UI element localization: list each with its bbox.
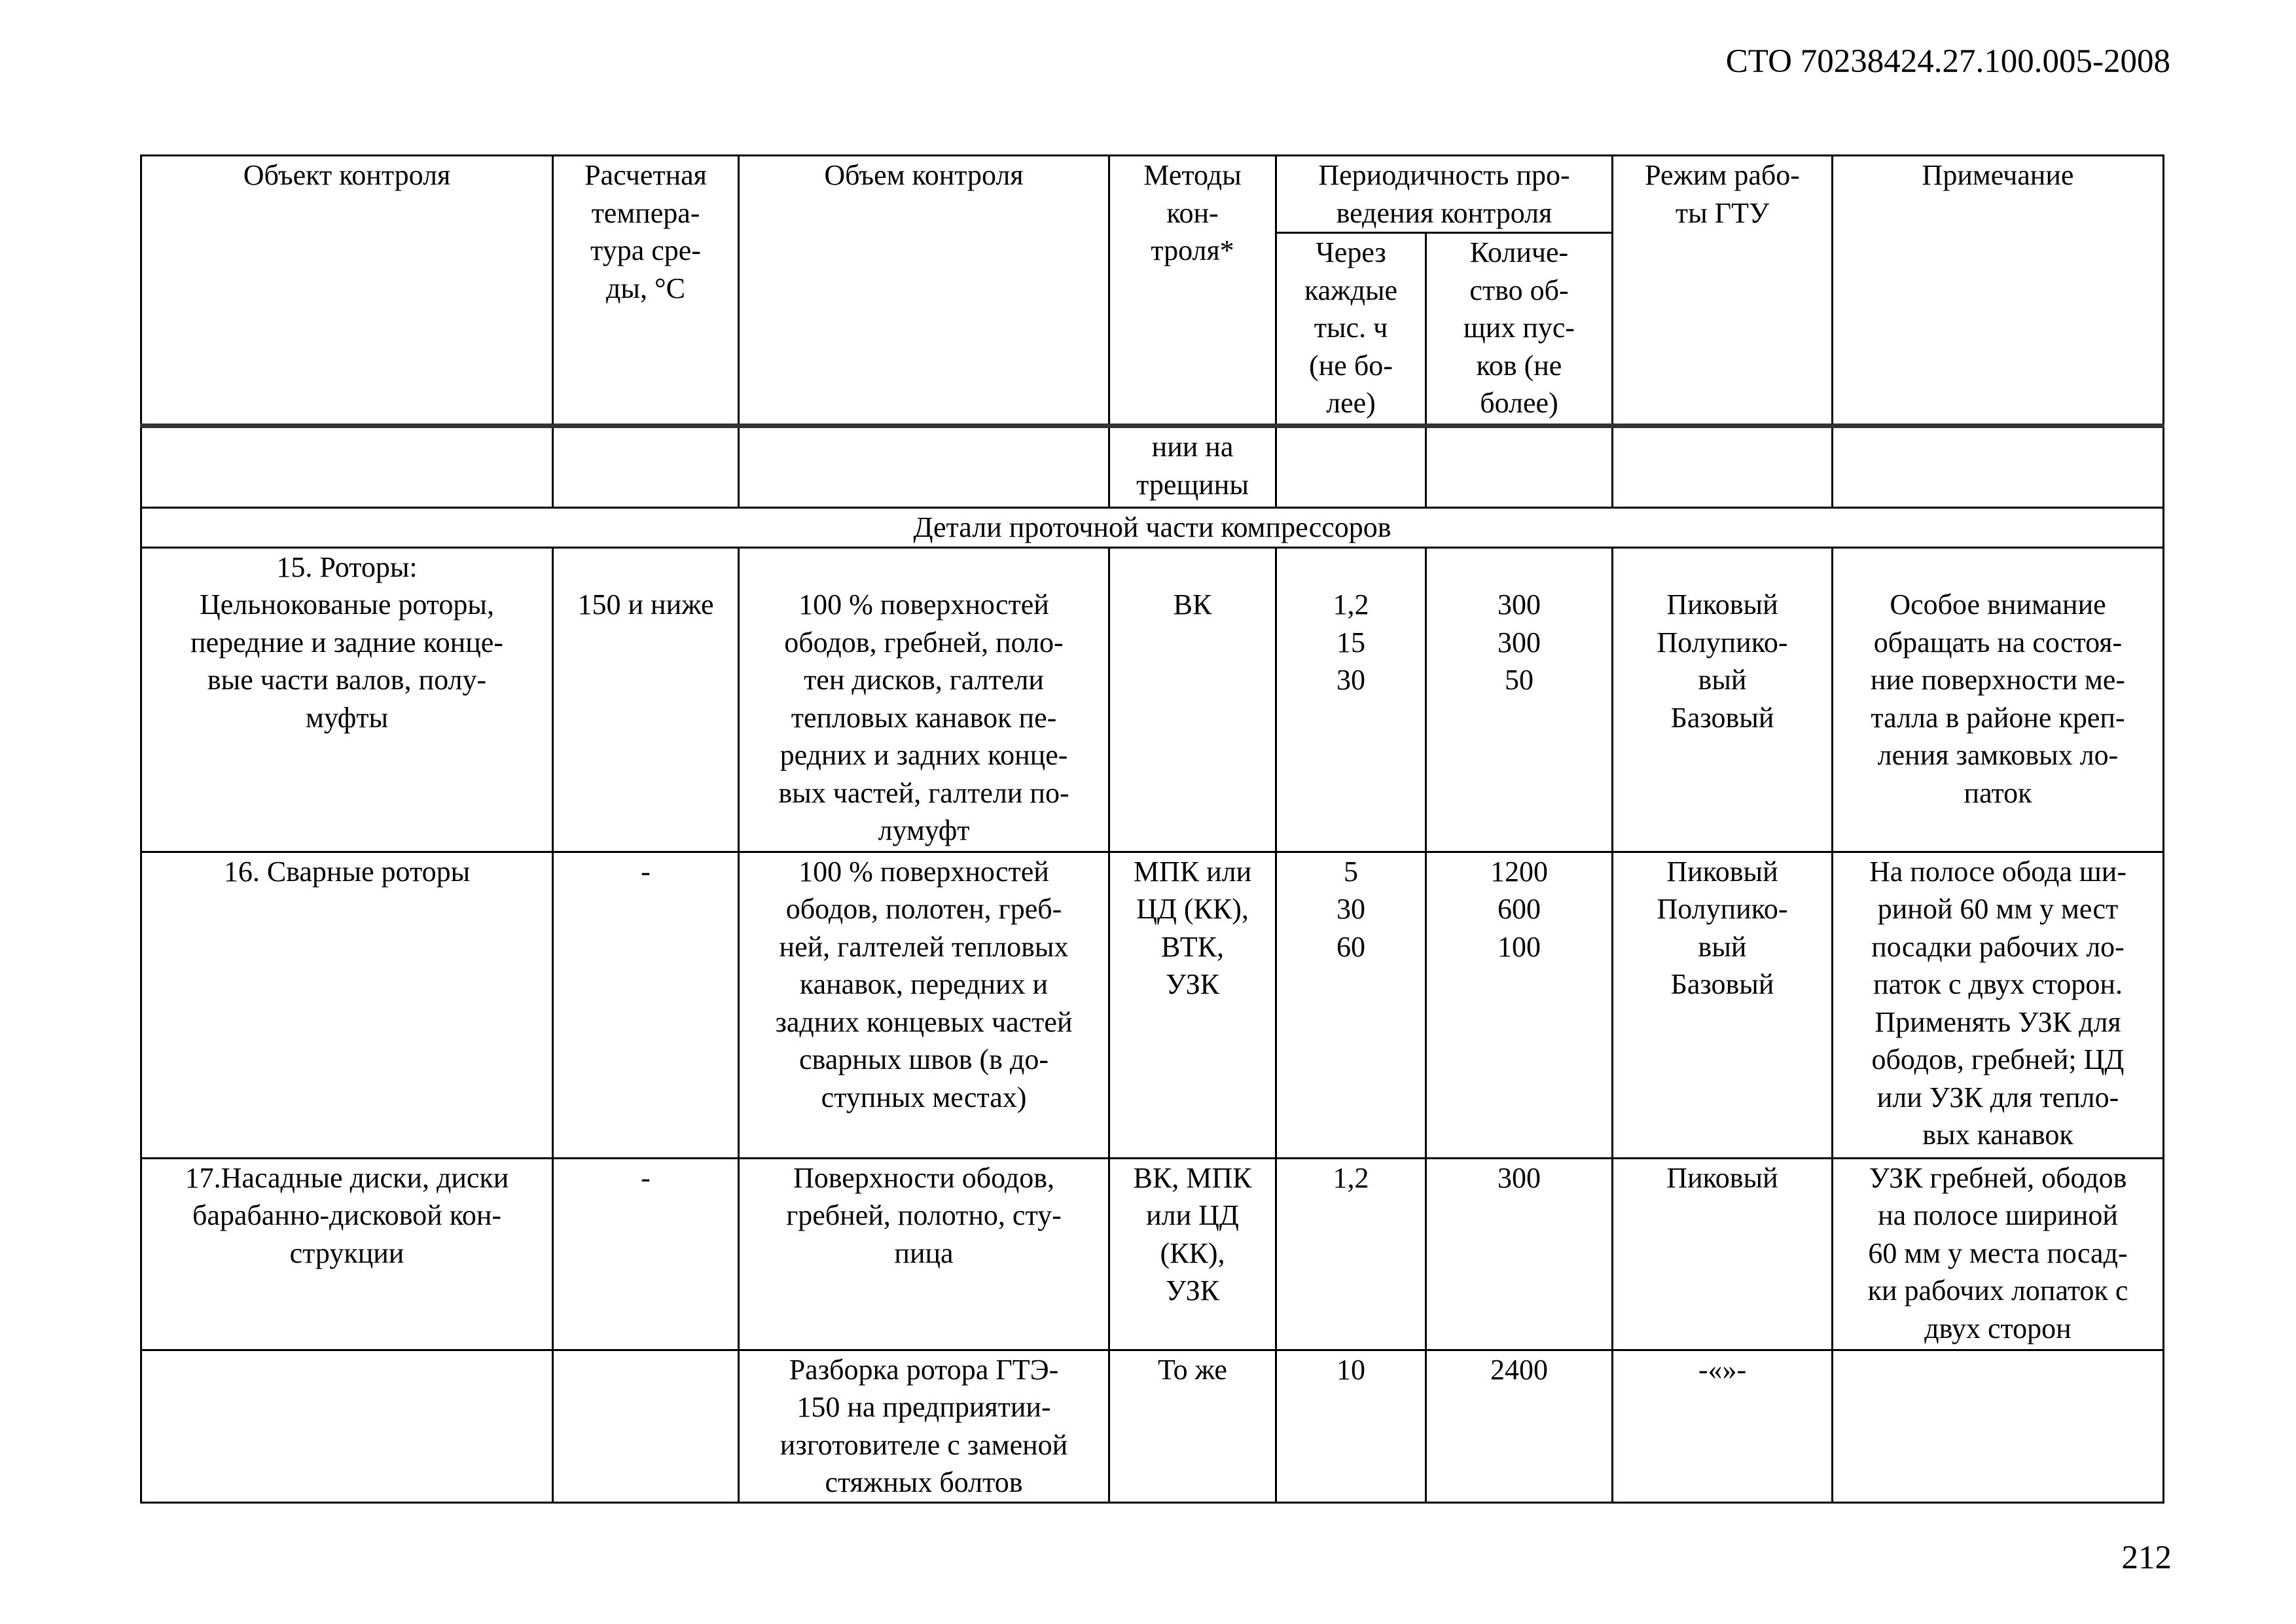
row-object bbox=[141, 1158, 553, 1350]
cell-text-line: тура сре- bbox=[590, 234, 701, 266]
cell-text-line: передние и задние конце- bbox=[190, 626, 503, 659]
row-scope bbox=[739, 852, 1109, 1158]
cell-text-line: трещины bbox=[1136, 468, 1249, 501]
header-object bbox=[141, 156, 553, 426]
cell-text-line: Пиковый bbox=[1666, 588, 1778, 621]
row-starts bbox=[1426, 1350, 1613, 1502]
cell-text-line: ободов, полотен, греб- bbox=[785, 893, 1062, 925]
cell-text-line: 10 bbox=[1336, 1353, 1365, 1386]
cell-text-line: МПК или bbox=[1133, 855, 1252, 888]
cell-text-line: Расчетная bbox=[584, 159, 707, 191]
row-methods bbox=[1109, 547, 1276, 852]
cell-text-line: Поверхности ободов, bbox=[793, 1161, 1055, 1194]
header-temperature bbox=[553, 156, 739, 426]
header-periodicity bbox=[1276, 156, 1613, 233]
header-methods bbox=[1109, 156, 1276, 426]
table-row bbox=[141, 852, 2164, 1158]
cell-text-line: 1,2 bbox=[1333, 588, 1369, 621]
cell-text-line: ты ГТУ bbox=[1675, 196, 1770, 229]
cell-text-line: 15 bbox=[1336, 626, 1365, 659]
cell-text-line: ние поверхности ме- bbox=[1870, 664, 2126, 696]
cell-text-line: ВК bbox=[1173, 588, 1212, 621]
cell-text-line: Применять УЗК для bbox=[1874, 1005, 2121, 1038]
table-cell bbox=[1613, 426, 1833, 508]
cell-text-line: тен дисков, галтели bbox=[804, 664, 1044, 696]
cell-text-line: талла в районе креп- bbox=[1871, 701, 2125, 734]
cell-text-line: Объект контроля bbox=[243, 159, 451, 191]
header-starts bbox=[1426, 233, 1613, 426]
cell-text-line: вый bbox=[1698, 930, 1747, 963]
cell-text-line: ВК, МПК bbox=[1133, 1161, 1252, 1194]
row-methods bbox=[1109, 1350, 1276, 1502]
row-methods bbox=[1109, 1158, 1276, 1350]
cell-text-line: 17.Насадные диски, диски bbox=[185, 1161, 509, 1194]
row-starts bbox=[1426, 1158, 1613, 1350]
cell-text-line: нии на bbox=[1151, 431, 1234, 463]
cell-text-line: или УЗК для тепло- bbox=[1876, 1081, 2119, 1113]
row-hours bbox=[1276, 1350, 1426, 1502]
row-object bbox=[141, 852, 553, 1158]
cell-text-line: более) bbox=[1480, 387, 1558, 419]
cell-text-line: двух сторон bbox=[1924, 1312, 2072, 1344]
header-mode bbox=[1613, 156, 1833, 426]
cell-text-line: УЗК гребней, ободов bbox=[1869, 1161, 2127, 1194]
page-number: 212 bbox=[2121, 1540, 2172, 1576]
row-mode bbox=[1613, 547, 1833, 852]
cell-text-line: кон- bbox=[1166, 196, 1219, 229]
row-starts bbox=[1426, 852, 1613, 1158]
cell-text-line: 100 bbox=[1498, 930, 1541, 963]
cell-text-line: паток bbox=[1964, 776, 2032, 809]
row-mode bbox=[1613, 1350, 1833, 1502]
cell-text-line: (КК), bbox=[1160, 1236, 1225, 1269]
cell-text-line: Количе- bbox=[1469, 236, 1569, 268]
cell-text-line: тыс. ч bbox=[1314, 312, 1388, 344]
cell-text-line: Базовый bbox=[1670, 968, 1774, 1000]
cell-text-line: тепловых канавок пе- bbox=[791, 701, 1057, 734]
table-row bbox=[141, 547, 2164, 852]
row-temperature: - bbox=[553, 852, 739, 1158]
cell-text-line: 2400 bbox=[1490, 1353, 1548, 1386]
header-row-1 bbox=[141, 156, 2164, 233]
continuation-row bbox=[141, 426, 2164, 508]
cell-text-line: ободов, гребней; ЦД bbox=[1871, 1043, 2125, 1075]
table-cell bbox=[1426, 426, 1613, 508]
cell-text-line: риной 60 мм у мест bbox=[1877, 893, 2119, 925]
cell-text-line: щих пус- bbox=[1463, 312, 1575, 344]
cell-text-line: 5 bbox=[1344, 855, 1358, 888]
row-note bbox=[1833, 1350, 2164, 1502]
cell-text-line: 300 bbox=[1498, 626, 1541, 659]
cell-text-line: Методы bbox=[1143, 159, 1242, 191]
inspection-table bbox=[140, 154, 2164, 1504]
table-cell bbox=[1833, 426, 2164, 508]
row-temperature: - bbox=[553, 1158, 739, 1350]
cell-text-line: То же bbox=[1158, 1353, 1227, 1386]
cell-text-line: каждые bbox=[1304, 274, 1398, 306]
cell-text-line: или ЦД bbox=[1146, 1199, 1239, 1231]
cell-text-line: стяжных болтов bbox=[825, 1466, 1023, 1498]
cell-text-line: УЗК bbox=[1166, 968, 1219, 1000]
row-scope bbox=[739, 1350, 1109, 1502]
cell-text-line: ней, галтелей тепловых bbox=[779, 930, 1069, 963]
cell-text-line: сварных швов (в до- bbox=[799, 1043, 1049, 1075]
row-scope bbox=[739, 547, 1109, 852]
cell-text-line: лумуфт bbox=[878, 814, 970, 846]
table-cell bbox=[141, 426, 553, 508]
cell-text-line: паток с двух сторон. bbox=[1873, 968, 2123, 1000]
cell-text-line: Пиковый bbox=[1666, 1161, 1778, 1194]
cell-text-line: Разборка ротора ГТЭ- bbox=[789, 1353, 1059, 1386]
cell-text-line: ЦД (КК), bbox=[1136, 893, 1249, 925]
cell-text-line: вых частей, галтели по- bbox=[778, 776, 1069, 809]
section-title: Детали проточной части компрессоров bbox=[141, 508, 2164, 548]
cell-text-line: струкции bbox=[289, 1236, 404, 1269]
cell-text-line: на полосе шириной bbox=[1878, 1199, 2118, 1231]
cell-text-line: ления замковых ло- bbox=[1877, 739, 2119, 771]
cell-text-line: 150 на предприятии- bbox=[797, 1391, 1051, 1423]
cell-text-line: 300 bbox=[1498, 1161, 1541, 1194]
cell-text-line: 60 bbox=[1336, 930, 1365, 963]
cell-text-line: ВТК, bbox=[1161, 930, 1224, 963]
cell-text-line: обращать на состоя- bbox=[1873, 626, 2123, 659]
row-temperature bbox=[553, 1350, 739, 1502]
cell-text-line: 300 bbox=[1498, 588, 1541, 621]
cell-text-line: лее) bbox=[1326, 387, 1376, 419]
cell-text-line: ков (не bbox=[1476, 349, 1562, 382]
cell-text-line: редних и задних конце- bbox=[780, 739, 1068, 771]
row-starts bbox=[1426, 547, 1613, 852]
table-cell bbox=[1276, 426, 1426, 508]
cell-text-line: 15. Роторы: bbox=[276, 550, 418, 583]
cell-text-line: вый bbox=[1698, 664, 1747, 696]
cell-text-line: Через bbox=[1316, 236, 1386, 268]
cell-text-line: ды, °С bbox=[606, 272, 685, 304]
table-cell bbox=[739, 426, 1109, 508]
cell-text-line: изготовителе с заменой bbox=[780, 1428, 1068, 1461]
row-note bbox=[1833, 547, 2164, 852]
cell-text-line: 1200 bbox=[1490, 855, 1548, 888]
section-row bbox=[141, 508, 2164, 548]
cell-text-line: Особое внимание bbox=[1890, 588, 2106, 621]
row-note bbox=[1833, 852, 2164, 1158]
row-scope bbox=[739, 1158, 1109, 1350]
cell-text-line: ки рабочих лопаток с bbox=[1867, 1274, 2128, 1307]
cell-text-line: 100 % поверхностей bbox=[798, 588, 1049, 621]
cell-text-line: ведения контроля bbox=[1336, 196, 1552, 229]
row-hours bbox=[1276, 547, 1426, 852]
table-row bbox=[141, 1158, 2164, 1350]
cell-text-line: (не бо- bbox=[1309, 349, 1393, 382]
cell-text-line: На полосе обода ши- bbox=[1869, 855, 2127, 888]
cell-text-line: Полупико- bbox=[1657, 626, 1788, 659]
row-mode bbox=[1613, 852, 1833, 1158]
row-object bbox=[141, 547, 553, 852]
cell-text-line: пица bbox=[894, 1236, 954, 1269]
cell-text-line: 50 bbox=[1505, 664, 1534, 696]
cell-text-line: Базовый bbox=[1670, 701, 1774, 734]
cell-text-line: УЗК bbox=[1166, 1274, 1219, 1307]
table-row bbox=[141, 1350, 2164, 1502]
row-hours bbox=[1276, 1158, 1426, 1350]
header-note bbox=[1833, 156, 2164, 426]
row-note bbox=[1833, 1158, 2164, 1350]
cell-text-line: троля* bbox=[1151, 234, 1234, 266]
cell-text-line: 100 % поверхностей bbox=[798, 855, 1049, 888]
cell-text-line: 1,2 bbox=[1333, 1161, 1369, 1194]
cell-text-line: посадки рабочих ло- bbox=[1871, 930, 2125, 963]
row-mode bbox=[1613, 1158, 1833, 1350]
cell-text-line: 30 bbox=[1336, 664, 1365, 696]
row-object bbox=[141, 1350, 553, 1502]
document-code: СТО 70238424.27.100.005-2008 bbox=[1725, 43, 2170, 80]
cell-text-line: вые части валов, полу- bbox=[207, 664, 487, 696]
cell-text-line: гребней, полотно, сту- bbox=[786, 1199, 1062, 1231]
cell-text-line: канавок, передних и bbox=[799, 968, 1049, 1000]
cell-text-line: Режим рабо- bbox=[1645, 159, 1800, 191]
cell-text-line: -«»- bbox=[1698, 1353, 1747, 1386]
cell-text-line: ступных местах) bbox=[821, 1081, 1027, 1113]
cell-text-line: 30 bbox=[1336, 893, 1365, 925]
cell-text-line: темпера- bbox=[591, 196, 700, 229]
cell-text-line: Пиковый bbox=[1666, 855, 1778, 888]
cell-text-line: Объем контроля bbox=[824, 159, 1024, 191]
cell-text-line: ство об- bbox=[1469, 274, 1569, 306]
table-cell bbox=[553, 426, 739, 508]
cell-text-line: ободов, гребней, поло- bbox=[784, 626, 1064, 659]
cell-text-line: Цельнокованые роторы, bbox=[199, 588, 494, 621]
cell-text-line: 60 мм у места посад- bbox=[1868, 1236, 2128, 1269]
cell-text-line: задних концевых частей bbox=[775, 1005, 1073, 1038]
row-methods bbox=[1109, 852, 1276, 1158]
cell-text-line: Периодичность про- bbox=[1318, 159, 1570, 191]
row-hours bbox=[1276, 852, 1426, 1158]
cell-text-line: 16. Сварные роторы bbox=[223, 855, 471, 888]
cell-text-line: 600 bbox=[1498, 893, 1541, 925]
header-hours bbox=[1276, 233, 1426, 426]
cell-text-line: муфты bbox=[305, 701, 389, 734]
cell-text-line: вых канавок bbox=[1922, 1119, 2073, 1151]
cell-text-line: Примечание bbox=[1922, 159, 2074, 191]
cell-text-line: барабанно-дисковой кон- bbox=[192, 1199, 502, 1231]
row-temperature: 150 и ниже bbox=[553, 547, 739, 852]
header-scope bbox=[739, 156, 1109, 426]
cell-text-line: Полупико- bbox=[1657, 893, 1788, 925]
continuation-methods bbox=[1109, 426, 1276, 508]
